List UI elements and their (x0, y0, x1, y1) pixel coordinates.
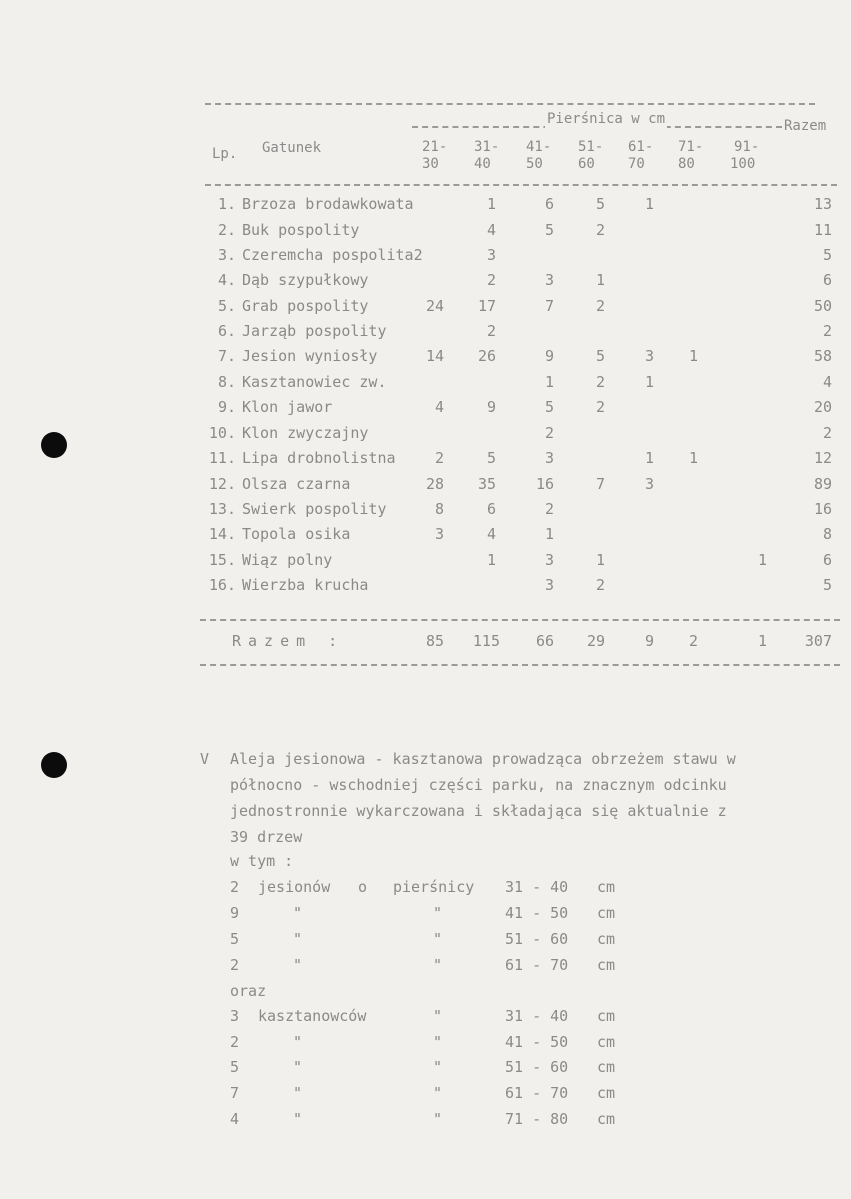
cell-31-40: 2 (486, 322, 496, 340)
cell-41-50: 9 (544, 347, 554, 365)
chestnut-count: 2 (230, 1033, 240, 1051)
rule-header (205, 184, 837, 186)
sum-61-70: 9 (644, 632, 654, 650)
chestnut-unit: cm (597, 1007, 616, 1025)
row-lp: 16. (208, 576, 236, 594)
cell-31-40: 3 (486, 246, 496, 264)
row-lp: 14. (208, 525, 236, 543)
chestnut-species: " (293, 1110, 303, 1128)
cell-51-60: 5 (595, 195, 605, 213)
sum-21-30: 85 (425, 632, 444, 650)
cell-41-50: 3 (544, 576, 554, 594)
bin-top: 51- (578, 139, 604, 155)
row-species: Jarząb pospolity (242, 322, 387, 340)
sum-51-60: 29 (586, 632, 605, 650)
table-sum-row (0, 632, 851, 657)
row-lp: 6. (217, 322, 236, 340)
chestnut-piersnicy: " (433, 1084, 443, 1102)
ash-species: " (293, 956, 303, 974)
sum-71-80: 2 (688, 632, 698, 650)
ash-o: o (358, 878, 368, 896)
row-lp: 15. (208, 551, 236, 569)
cell-total: 5 (822, 576, 832, 594)
cell-31-40: 26 (477, 347, 496, 365)
cell-51-60: 2 (595, 297, 605, 315)
cell-31-40: 1 (486, 195, 496, 213)
cell-31-40: 9 (486, 398, 496, 416)
chestnut-species: kasztanowców (258, 1007, 367, 1025)
chestnut-range: 71 - 80 (505, 1110, 569, 1128)
table-row (0, 347, 851, 372)
sum-total: 307 (804, 632, 832, 650)
cell-51-60: 2 (595, 221, 605, 239)
cell-71-80: 1 (688, 347, 698, 365)
bin-top: 21- (422, 139, 448, 155)
bin-bottom: 40 (474, 156, 491, 172)
ash-piersnicy: pierśnicy (393, 878, 475, 896)
ash-count: 5 (230, 930, 240, 948)
row-lp: 1. (217, 195, 236, 213)
ash-count: 9 (230, 904, 240, 922)
chestnut-row (0, 1058, 851, 1084)
row-species: Lipa drobnolistna (242, 449, 396, 467)
row-lp: 11. (208, 449, 236, 467)
table-row (0, 246, 851, 271)
table-row (0, 551, 851, 576)
ash-row (0, 956, 851, 982)
row-lp: 12. (208, 475, 236, 493)
cell-51-60: 2 (595, 373, 605, 391)
row-species: Klon jawor (242, 398, 333, 416)
cell-total: 11 (813, 221, 832, 239)
chestnut-range: 41 - 50 (505, 1033, 569, 1051)
ash-range: 51 - 60 (505, 930, 569, 948)
row-species: Jesion wyniosły (242, 347, 378, 365)
table-row (0, 297, 851, 322)
cell-51-60: 7 (595, 475, 605, 493)
row-species: Buk pospolity (242, 221, 360, 239)
row-species: Olsza czarna (242, 475, 351, 493)
bin-bottom: 60 (578, 156, 595, 172)
cell-31-40: 5 (486, 449, 496, 467)
cell-41-50: 3 (544, 551, 554, 569)
paragraph-line: Aleja jesionowa - kasztanowa prowadząca obrzeżem stawu w (230, 750, 736, 768)
table-row (0, 424, 851, 449)
chestnut-count: 5 (230, 1058, 240, 1076)
cell-31-40: 17 (477, 297, 496, 315)
row-species: Wiąz polny (242, 551, 333, 569)
ash-species: jesionów (258, 878, 331, 896)
chestnut-unit: cm (597, 1033, 616, 1051)
row-lp: 2. (217, 221, 236, 239)
ash-range: 61 - 70 (505, 956, 569, 974)
chestnut-count: 4 (230, 1110, 240, 1128)
row-lp: 7. (217, 347, 236, 365)
paragraph-line: jednostronnie wykarczowana i składająca się aktualnie z (230, 802, 727, 820)
cell-41-50: 16 (535, 475, 554, 493)
oraz-label: oraz (230, 982, 267, 1000)
sum-31-40: 115 (472, 632, 500, 650)
chestnut-row (0, 1033, 851, 1059)
ash-range: 31 - 40 (505, 878, 569, 896)
ash-unit: cm (597, 878, 616, 896)
header-lp: Lp. (212, 146, 238, 162)
ash-count: 2 (230, 956, 240, 974)
cell-total: 2 (822, 424, 832, 442)
header-piersnica: Pierśnica w cm (547, 111, 666, 127)
chestnut-range: 31 - 40 (505, 1007, 569, 1025)
cell-41-50: 3 (544, 449, 554, 467)
cell-total: 8 (822, 525, 832, 543)
cell-total: 2 (822, 322, 832, 340)
cell-total: 4 (822, 373, 832, 391)
cell-61-70: 3 (644, 347, 654, 365)
section-marker: V (200, 750, 210, 768)
cell-total: 50 (813, 297, 832, 315)
cell-total: 16 (813, 500, 832, 518)
chestnut-row (0, 1007, 851, 1033)
cell-total: 13 (813, 195, 832, 213)
bin-bottom: 50 (526, 156, 543, 172)
header-gatunek: Gatunek (262, 140, 322, 156)
cell-21-30: 3 (434, 525, 444, 543)
table-row (0, 221, 851, 246)
table-row (0, 500, 851, 525)
chestnut-range: 61 - 70 (505, 1084, 569, 1102)
cell-51-60: 5 (595, 347, 605, 365)
ash-row (0, 878, 851, 904)
table-row (0, 576, 851, 601)
cell-31-40: 35 (477, 475, 496, 493)
w-tym-label: w tym : (230, 852, 294, 870)
paragraph-line: północno - wschodniej części parku, na znacznym odcinku (230, 776, 727, 794)
chestnut-species: " (293, 1084, 303, 1102)
cell-41-50: 2 (544, 500, 554, 518)
table-row (0, 271, 851, 296)
cell-51-60: 1 (595, 551, 605, 569)
bin-bottom: 80 (678, 156, 695, 172)
chestnut-count: 7 (230, 1084, 240, 1102)
cell-31-40: 4 (486, 525, 496, 543)
ash-row (0, 930, 851, 956)
row-species: Kasztanowiec zw. (242, 373, 387, 391)
chestnut-unit: cm (597, 1058, 616, 1076)
row-species: Brzoza brodawkowata (242, 195, 414, 213)
cell-total: 58 (813, 347, 832, 365)
row-lp: 4. (217, 271, 236, 289)
chestnut-species: " (293, 1033, 303, 1051)
cell-21-30: 8 (434, 500, 444, 518)
row-lp: 5. (217, 297, 236, 315)
row-species: Wierzba krucha (242, 576, 369, 594)
bin-top: 61- (628, 139, 654, 155)
cell-71-80: 1 (688, 449, 698, 467)
chestnut-row (0, 1110, 851, 1136)
cell-21-30: 14 (425, 347, 444, 365)
cell-41-50: 3 (544, 271, 554, 289)
cell-61-70: 1 (644, 195, 654, 213)
chestnut-unit: cm (597, 1084, 616, 1102)
bin-bottom: 30 (422, 156, 439, 172)
cell-total: 20 (813, 398, 832, 416)
row-lp: 9. (217, 398, 236, 416)
header-razem: Razem (784, 118, 827, 134)
ash-unit: cm (597, 930, 616, 948)
cell-61-70: 1 (644, 449, 654, 467)
ash-piersnicy: " (433, 956, 443, 974)
cell-total: 5 (822, 246, 832, 264)
cell-41-50: 2 (544, 424, 554, 442)
cell-total: 89 (813, 475, 832, 493)
ash-piersnicy: " (433, 930, 443, 948)
cell-total: 12 (813, 449, 832, 467)
table-row (0, 195, 851, 220)
row-species: Topola osika (242, 525, 351, 543)
chestnut-row (0, 1084, 851, 1110)
bin-top: 41- (526, 139, 552, 155)
ash-species: " (293, 930, 303, 948)
cell-total: 6 (822, 271, 832, 289)
cell-21-30: 24 (425, 297, 444, 315)
cell-41-50: 1 (544, 373, 554, 391)
bin-bottom: 70 (628, 156, 645, 172)
bin-top: 91- (734, 139, 760, 155)
cell-41-50: 6 (544, 195, 554, 213)
rule-top (205, 103, 815, 105)
row-species: Dąb szypułkowy (242, 271, 369, 289)
ash-unit: cm (597, 956, 616, 974)
table-row (0, 373, 851, 398)
bin-top: 31- (474, 139, 500, 155)
cell-31-40: 6 (486, 500, 496, 518)
cell-51-60: 2 (595, 576, 605, 594)
cell-21-30: 4 (434, 398, 444, 416)
chestnut-piersnicy: " (433, 1058, 443, 1076)
cell-41-50: 5 (544, 398, 554, 416)
cell-41-50: 7 (544, 297, 554, 315)
cell-total: 6 (822, 551, 832, 569)
chestnut-species: " (293, 1058, 303, 1076)
chestnut-range: 51 - 60 (505, 1058, 569, 1076)
cell-21-30: 28 (425, 475, 444, 493)
rule-after-sum (200, 664, 840, 666)
ash-count: 2 (230, 878, 240, 896)
ash-piersnicy: " (433, 904, 443, 922)
table-row (0, 322, 851, 347)
cell-31-40: 1 (486, 551, 496, 569)
cell-61-70: 3 (644, 475, 654, 493)
row-lp: 10. (208, 424, 236, 442)
row-species: Czeremcha pospolita2 (242, 246, 423, 264)
table-row (0, 449, 851, 474)
row-lp: 3. (217, 246, 236, 264)
row-lp: 8. (217, 373, 236, 391)
bin-bottom: 100 (730, 156, 756, 172)
row-species: Swierk pospolity (242, 500, 387, 518)
cell-41-50: 5 (544, 221, 554, 239)
cell-21-30: 2 (434, 449, 444, 467)
chestnut-piersnicy: " (433, 1007, 443, 1025)
cell-31-40: 2 (486, 271, 496, 289)
cell-51-60: 2 (595, 398, 605, 416)
chestnut-piersnicy: " (433, 1033, 443, 1051)
row-species: Klon zwyczajny (242, 424, 369, 442)
sum-label: Razem : (232, 632, 345, 650)
cell-91-100: 1 (757, 551, 767, 569)
cell-31-40: 4 (486, 221, 496, 239)
cell-41-50: 1 (544, 525, 554, 543)
bin-top: 71- (678, 139, 704, 155)
table-row (0, 475, 851, 500)
ash-range: 41 - 50 (505, 904, 569, 922)
rule-before-sum (200, 619, 840, 621)
ash-row (0, 904, 851, 930)
chestnut-unit: cm (597, 1110, 616, 1128)
sum-91-100: 1 (757, 632, 767, 650)
row-lp: 13. (208, 500, 236, 518)
ash-species: " (293, 904, 303, 922)
chestnut-piersnicy: " (433, 1110, 443, 1128)
cell-61-70: 1 (644, 373, 654, 391)
table-row (0, 398, 851, 423)
row-species: Grab pospolity (242, 297, 369, 315)
ash-unit: cm (597, 904, 616, 922)
sum-41-50: 66 (535, 632, 554, 650)
table-row (0, 525, 851, 550)
cell-51-60: 1 (595, 271, 605, 289)
chestnut-count: 3 (230, 1007, 240, 1025)
punch-hole-bottom (41, 752, 67, 778)
paragraph-line: 39 drzew (230, 828, 303, 846)
